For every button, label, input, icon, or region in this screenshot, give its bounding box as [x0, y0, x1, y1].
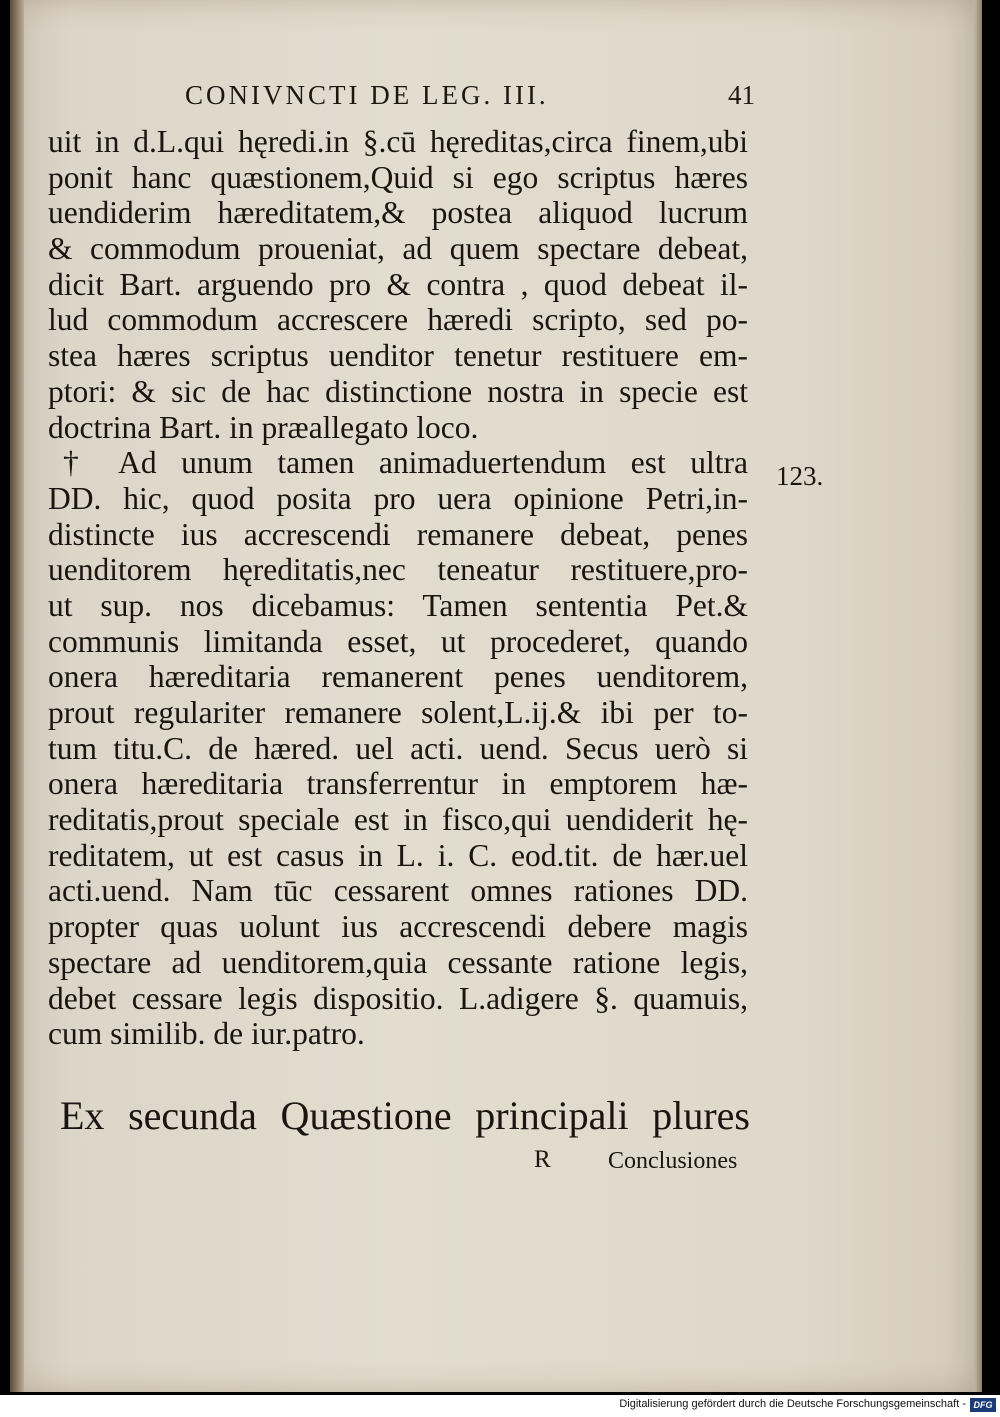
margin-note: 123.	[776, 461, 824, 491]
body-text	[48, 124, 748, 1052]
text-line: doctrina Bart. in præallegato loco.	[48, 409, 479, 445]
text-line: onera hæreditaria transferrentur in emptorem hæ-	[48, 766, 748, 802]
text-line: distincte ius accrescendi remanere debeat, penes	[48, 516, 748, 552]
text-line: onera hæreditaria remanerent penes uenditorem,	[48, 659, 748, 695]
text-line: reditatis,prout speciale est in fisco,qui uendiderit hę-	[48, 802, 748, 838]
text-line: uenditorem hęreditatis,nec teneatur restituere,pro-	[48, 552, 748, 588]
text-line: cum similib. de iur.patro.	[48, 1016, 365, 1052]
text-line: uit in d.L.qui hęredi.in §.cū hęreditas,circa finem,ubi	[48, 124, 748, 159]
page-gutter-edge	[10, 0, 24, 1392]
text-line: uendiderim hæreditatem,& postea aliquod lucrum	[48, 195, 748, 231]
page-number: 41	[728, 80, 755, 110]
page-header	[175, 80, 755, 120]
text-line: DD. hic, quod posita pro uera opinione Petri,in-	[48, 480, 748, 516]
text-line: lud commodum accrescere hæredi scripto, sed po-	[48, 302, 748, 338]
page-fore-edge	[974, 0, 982, 1392]
section-heading: Ex secunda Quæstione principali plures	[60, 1093, 750, 1138]
text-line: communis limitanda esset, ut procederet, quando	[48, 623, 748, 659]
text-line: ut sup. nos dicebamus: Tamen sententia Pet.&	[48, 587, 748, 623]
text-line: prout regulariter remanere solent,L.ij.& ibi per to-	[48, 695, 748, 730]
text-line: debet cessare legis dispositio. L.adigere §. quamuis,	[48, 980, 748, 1016]
text-line: ponit hanc quæstionem,Quid si ego scriptus hæres	[48, 159, 748, 195]
funding-credit: Digitalisierung gefördert durch die Deutsche Forschungsgemeinschaft -	[619, 1398, 966, 1410]
text-line: tum titu.C. de hæred. uel acti. uend. Secus uerò si	[48, 730, 748, 766]
text-line: reditatem, ut est casus in L. i. C. eod.tit. de hær.uel	[48, 837, 748, 873]
signature-mark: R	[534, 1146, 551, 1173]
text-line: propter quas uolunt ius accrescendi debere magis	[48, 909, 748, 945]
catchword: Conclusiones	[608, 1148, 738, 1174]
dfg-logo-icon: DFG	[970, 1398, 996, 1412]
text-line: † Ad unum tamen animaduertendum est ultra	[63, 445, 748, 481]
footer-bar	[0, 1395, 1000, 1417]
text-line: spectare ad uenditorem,quia cessante ratione legis,	[48, 944, 748, 980]
text-line: acti.uend. Nam tūc cessarent omnes rationes DD.	[48, 873, 748, 909]
text-line: dicit Bart. arguendo pro & contra , quod debeat il-	[48, 266, 748, 302]
running-head: CONIVNCTI DE LEG. III.	[185, 80, 549, 110]
text-line: stea hæres scriptus uenditor tenetur restituere em-	[48, 338, 748, 374]
text-line: ptori: & sic de hac distinctione nostra in specie est	[48, 373, 748, 409]
text-line: & commodum proueniat, ad quem spectare debeat,	[48, 231, 748, 267]
